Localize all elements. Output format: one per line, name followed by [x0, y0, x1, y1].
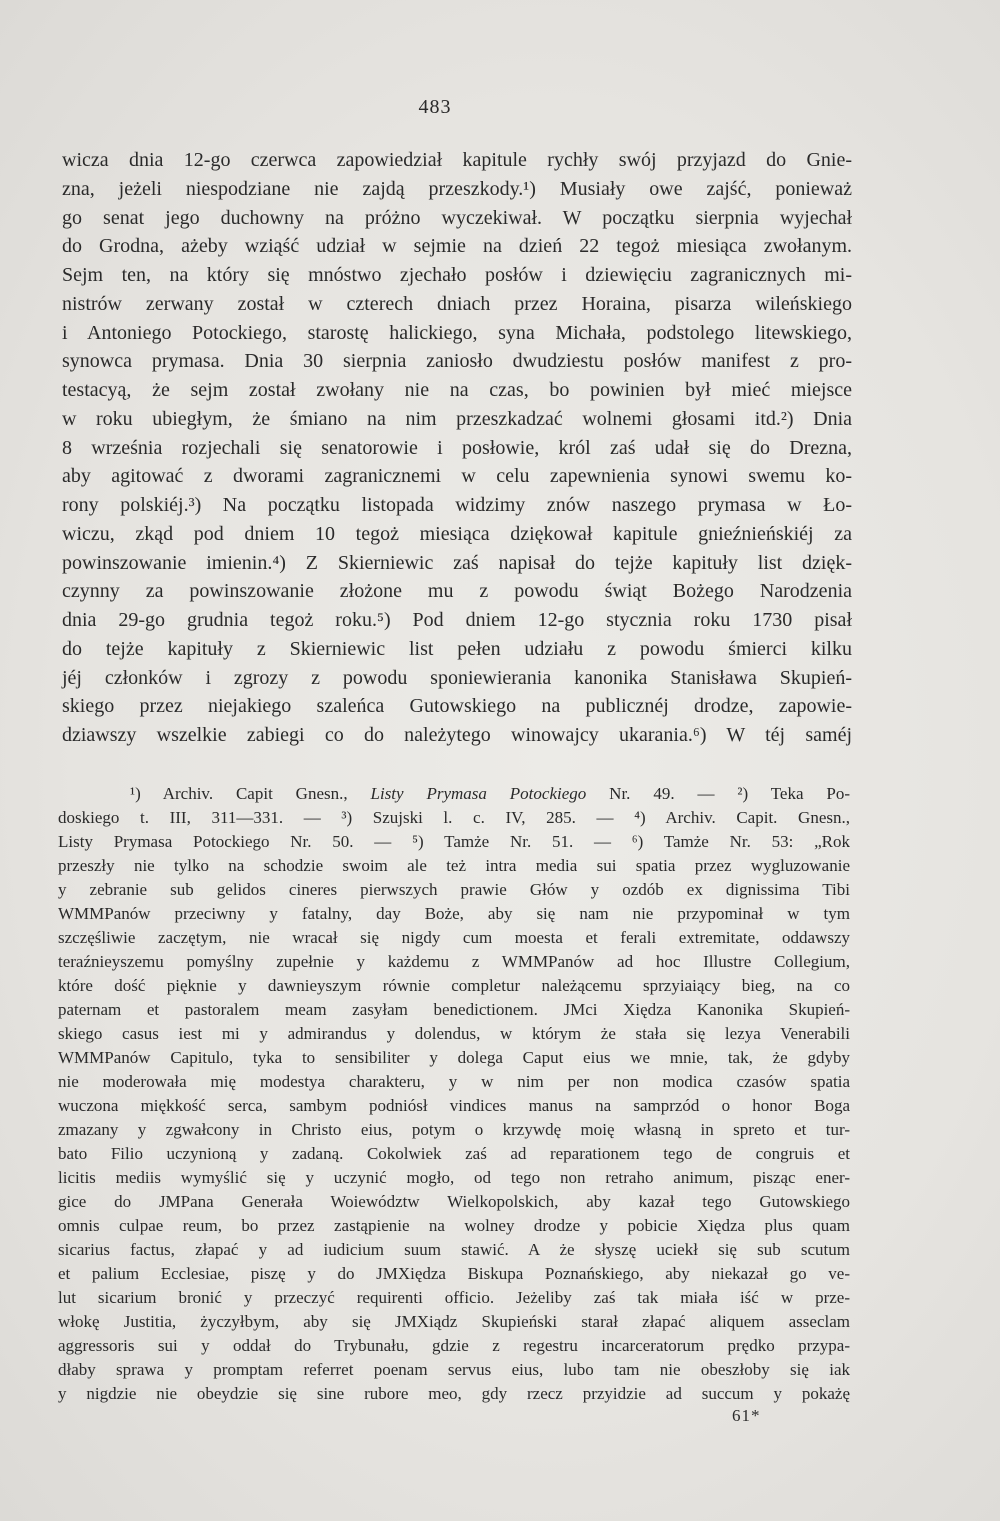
body-line: czynny za powinszowanie złożone mu z powodu świąt Bożego Narodzenia	[62, 580, 852, 603]
body-line: dnia 29-go grudnia tegoż roku.⁵) Pod dniem 12-go stycznia roku 1730 pisał	[62, 609, 852, 631]
body-line: skiego przez niejakiego szaleńca Gutowskiego na publicznéj drodze, zapowie-	[62, 695, 852, 718]
body-line: nistrów zerwany został w czterech dniach przez Horaina, pisarza wileńskiego	[62, 292, 852, 315]
footnote-line: teraźnieyszemu pomyślny zupełnie y każdemu z WMMPanów ad hoc Illustre Collegium,	[58, 952, 850, 971]
footnote-line: WMMPanów przeciwny y fatalny, day Boże, aby się nam nie przypominał w tym	[58, 904, 850, 923]
footnote-citation: Nr. 49. — ²) Teka Po-	[586, 784, 850, 803]
footnote-line: które dość pięknie y dawnieyszym równie completur należącemu sprzyiaiący bieg, na co	[58, 976, 850, 995]
body-line: dziawszy wszelkie zabiegi co do należytego winowajcy ukarania.⁶) W téj saméj	[62, 724, 852, 746]
body-line: zna, jeżeli niespodziane nie zajdą przeszkody.¹) Musiały owe zajść, ponieważ	[62, 177, 852, 200]
footnote-line: zmazany y zgwałcony in Christo eius, potym o krzywdę moię własną in spreto et tur-	[58, 1120, 850, 1139]
body-line: w roku ubiegłym, że śmiano na nim przeszkadzać wolnemi głosami itd.²) Dnia	[62, 407, 852, 430]
body-line: 8 września rozjechali się senatorowie i posłowie, król zaś udał się do Drezna,	[62, 436, 852, 459]
footnote-line: przeszły nie tylko na schodzie swoim ale też intra media sui spatia przez wygluzowanie	[58, 856, 850, 875]
signature-mark: 61*	[732, 1406, 761, 1425]
body-line: jéj członków i zgrozy z powodu sponiewierania kanonika Stanisława Skupień-	[62, 666, 852, 689]
footnote-citation: ¹) Archiv. Capit Gnesn.,	[130, 784, 371, 803]
footnote-line: paternam et pastoralem meam zasyłam benedictionem. JMci Xiędza Kanonika Skupień-	[58, 1000, 850, 1019]
footnote-line: doskiego t. III, 311—331. — ³) Szujski l. c. IV, 285. — ⁴) Archiv. Capit. Gnesn.,	[58, 808, 850, 827]
footnote-line: et palium Ecclesiae, piszę y do JMXiędza Biskupa Poznańskiego, aby niekazał go ve-	[58, 1264, 850, 1283]
footnote-italic-title: Listy Prymasa Potockiego	[370, 784, 587, 803]
body-line: go senat jego duchowny na próżno wyczekiwał. W początku sierpnia wyjechał	[62, 206, 852, 229]
body-line: aby agitować z dworami zagranicznemi w celu zapewnienia synowi swemu ko-	[62, 465, 852, 488]
footnote-line: wuczona miękkość serca, sambym podniósł vindices manus na samprzód o honor Boga	[58, 1096, 850, 1115]
body-line: wicza dnia 12-go czerwca zapowiedział kapitule rychły swój przyjazd do Gnie-	[62, 149, 852, 171]
footnotes	[58, 782, 850, 1406]
footnote-line: Listy Prymasa Potockiego Nr. 50. — ⁵) Tamże Nr. 51. — ⁶) Tamże Nr. 53: „Rok	[58, 832, 850, 851]
footnote-line: y zebranie sub gelidos cineres pierwszych prawie Głów y ozdób ex dignissima Tibi	[58, 880, 850, 899]
footnote-line: gice do JMPana Generała Woiewództw Wielkopolskich, aby kazał tego Gutowskiego	[58, 1192, 850, 1211]
body-line: wiczu, zkąd pod dniem 10 tegoż miesiąca dziękował kapitule gnieźnieńskiéj za	[62, 522, 852, 545]
body-line: synowca prymasa. Dnia 30 sierpnia zaniosło dwudziestu posłów manifest z pro-	[62, 350, 852, 373]
body-line: i Antoniego Potockiego, starostę halickiego, syna Michała, podstolego litewskiego,	[62, 321, 852, 344]
footnote-line	[58, 782, 850, 806]
footnote-line: skiego casus iest mi y admirandus y dolendus, w którym że stała się lezya Venerabili	[58, 1024, 850, 1043]
body-line: do Grodna, ażeby wziąść udział w sejmie na dzień 22 tegoż miesiąca zwołanym.	[62, 235, 852, 258]
footnote-line: omnis culpae reum, bo przez zastąpienie na wolney drodze y pobicie Xiędza plus quam	[58, 1216, 850, 1235]
footnote-line: dłaby sprawa y promptam referret poenam servus eius, lubo tam nie obeszłoby się iak	[58, 1360, 850, 1379]
body-line: testacyą, że sejm został zwołany nie na czas, bo powinien był mieć miejsce	[62, 379, 852, 401]
footnote-line: y nigdzie nie obeydzie się sine rubore meo, gdy rzecz przyidzie ad succum y pokażę	[58, 1384, 850, 1403]
body-line: Sejm ten, na który się mnóstwo zjechało posłów i dziewięciu zagranicznych mi-	[62, 264, 852, 286]
footnote-line: nie moderowała mię modestya charakteru, y w nim per non modica czasów spatia	[58, 1072, 850, 1091]
body-text	[62, 146, 852, 750]
body-line: powinszowanie imienin.⁴) Z Skierniewic zaś napisał do tejże kapituły list dzięk-	[62, 551, 852, 574]
footnote-line: aggressoris sui y oddał do Trybunału, gdzie z regestru incarceratorum prędko przypa-	[58, 1336, 850, 1355]
body-line: rony polskiéj.³) Na początku listopada widzimy znów naszego prymasa w Ło-	[62, 494, 852, 516]
footnote-line: sicarius factus, złapać y ad iudicium suum stawić. A że słyszę uciekł się sub scutum	[58, 1240, 850, 1259]
page-number: 483	[418, 96, 452, 118]
footnote-line: licitis mediis wymyślić się y uczynić mogło, od tego non retraho animum, pisząc ener-	[58, 1168, 850, 1187]
body-line: do tejże kapituły z Skierniewic list pełen udziału z powodu śmierci kilku	[62, 637, 852, 660]
footnote-line: bato Filio uczynioną y zadaną. Cokolwiek zaś ad reparationem tego de congruis et	[58, 1144, 850, 1163]
footnote-line: szczęśliwie zaczętym, nie wracał się nigdy cum moesta et ferali extremitate, oddawszy	[58, 928, 850, 947]
footnote-line: włokę Justitia, życzyłbym, aby się JMXiądz Skupieński starał złapać aliquem asseclam	[58, 1312, 850, 1331]
footnote-line: WMMPanów Capitulo, tyka to sensibiliter y dolega Caput eius we mnie, tak, że gdyby	[58, 1048, 850, 1067]
footnote-line: lut sicarium bronić y przeczyć requirenti officio. Jeżeliby zaś tak miała iść w prze-	[58, 1288, 850, 1307]
